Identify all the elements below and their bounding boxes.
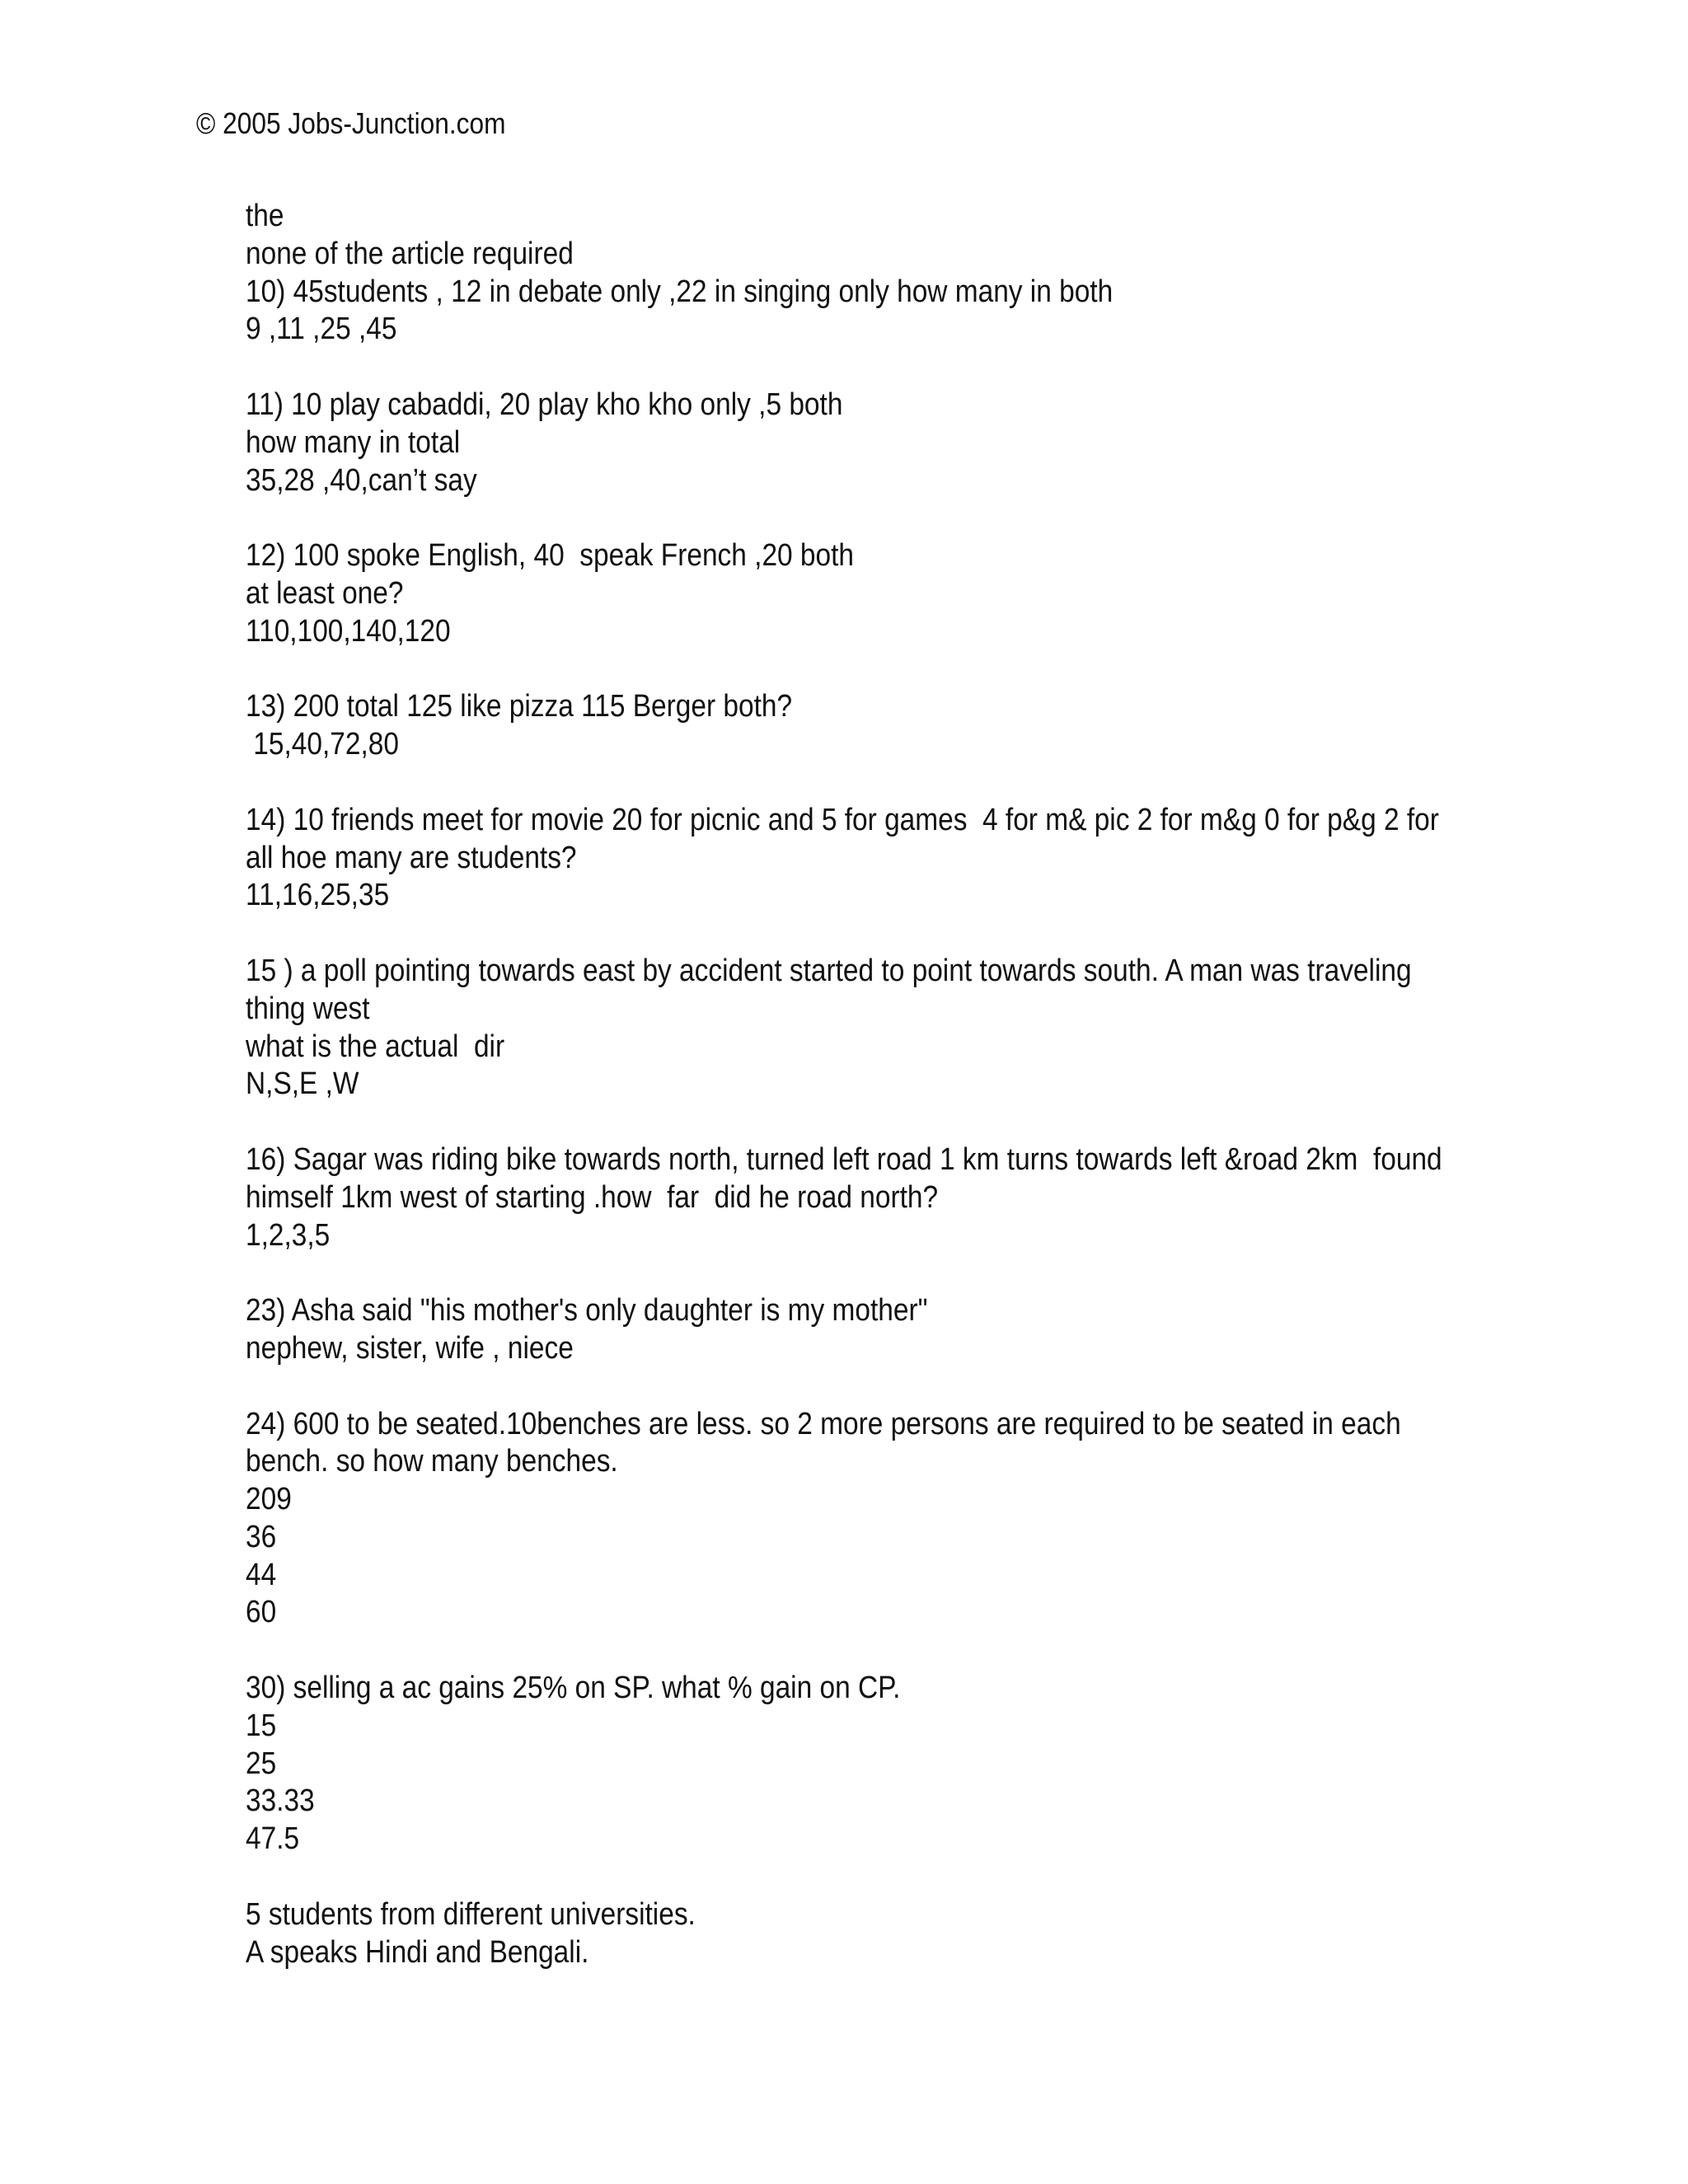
text-line: N,S,E ,W <box>246 1066 359 1102</box>
blank-line <box>246 651 1416 689</box>
text-line: none of the article required <box>246 236 574 271</box>
text-line: 47.5 <box>246 1821 300 1857</box>
document-body <box>246 198 1442 1971</box>
text-line: 35,28 ,40,can’t say <box>246 462 477 498</box>
text-line: 9 ,11 ,25 ,45 <box>246 312 397 347</box>
text-line: 15 ) a poll pointing towards east by accident started to point towards south. A man was traveling <box>246 953 1412 988</box>
text-line: 36 <box>246 1519 277 1554</box>
blank-line <box>246 1858 1416 1896</box>
text-line: 1,2,3,5 <box>246 1217 331 1253</box>
blank-line <box>246 915 1416 953</box>
text-line: the <box>246 199 284 233</box>
text-line: thing west <box>246 991 370 1026</box>
blank-line <box>246 764 1416 802</box>
text-line: 11,16,25,35 <box>246 878 390 913</box>
text-line: 23) Asha said "his mother's only daughter is my mother" <box>246 1293 928 1329</box>
text-line: nephew, sister, wife , niece <box>246 1330 574 1366</box>
text-line: 11) 10 play cabaddi, 20 play kho kho only ,5 both <box>246 387 843 422</box>
text-line: at least one? <box>246 575 404 611</box>
text-line: 33.33 <box>246 1783 315 1819</box>
text-line: bench. so how many benches. <box>246 1444 618 1479</box>
text-line: what is the actual dir <box>246 1029 505 1064</box>
text-line: 14) 10 friends meet for movie 20 for picnic and 5 for games 4 for m& pic 2 for m&g 0 for p&g 2 for <box>246 802 1439 837</box>
text-line: 12) 100 spoke English, 40 speak French ,20 both <box>246 538 855 574</box>
blank-line <box>246 1254 1416 1292</box>
text-line: 24) 600 to be seated.10benches are less. so 2 more persons are required to be seated in each <box>246 1406 1401 1441</box>
text-line: 10) 45students , 12 in debate only ,22 in singing only how many in both <box>246 274 1114 309</box>
blank-line <box>246 1632 1416 1670</box>
blank-line <box>246 1368 1416 1406</box>
text-line: how many in total <box>246 424 461 460</box>
text-line: all hoe many are students? <box>246 840 577 875</box>
text-line: 13) 200 total 125 like pizza 115 Berger both? <box>246 689 793 724</box>
text-line: 15,40,72,80 <box>246 727 399 762</box>
blank-line <box>246 1104 1416 1141</box>
text-line: himself 1km west of starting .how far did he road north? <box>246 1179 939 1215</box>
text-line: 5 students from different universities. <box>246 1896 696 1932</box>
text-line: 16) Sagar was riding bike towards north, turned left road 1 km turns towards left &road 2km found <box>246 1141 1442 1177</box>
text-line: 15 <box>246 1708 277 1743</box>
copyright-header: © 2005 Jobs-Junction.com <box>196 106 506 140</box>
text-line: A speaks Hindi and Bengali. <box>246 1934 589 1970</box>
text-line: 25 <box>246 1746 277 1781</box>
text-line: 110,100,140,120 <box>246 613 451 649</box>
blank-line <box>246 349 1416 387</box>
blank-line <box>246 499 1416 537</box>
text-line: 60 <box>246 1595 277 1630</box>
text-line: 44 <box>246 1557 277 1592</box>
text-line: 209 <box>246 1482 292 1517</box>
text-line: 30) selling a ac gains 25% on SP. what % gain on CP. <box>246 1671 901 1706</box>
